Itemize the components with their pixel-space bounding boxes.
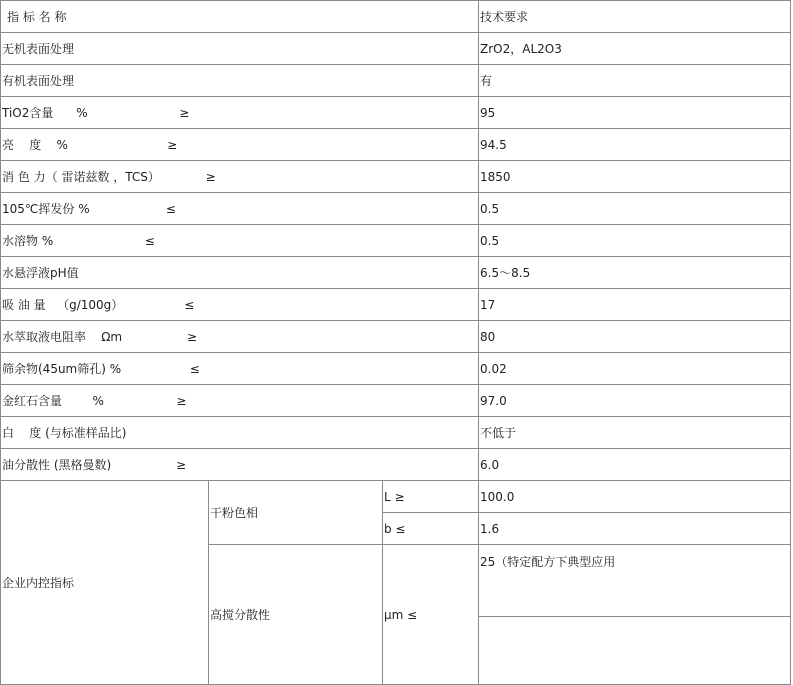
dry-color-l-unit: L ≥ [383,481,479,513]
table-row [1,129,791,161]
indicator-value: 94.5 [479,129,791,161]
indicator-value: 97.0 [479,385,791,417]
indicator-name: 水萃取液电阻率 Ωm ≥ [1,321,479,353]
indicator-value: 0.5 [479,225,791,257]
indicator-value: 80 [479,321,791,353]
indicator-name: TiO2含量 % ≥ [1,97,479,129]
indicator-name: 105℃挥发份 % ≤ [1,193,479,225]
indicator-name: 无机表面处理 [1,33,479,65]
table-row [1,417,791,449]
indicator-value: 0.5 [479,193,791,225]
table-row [1,353,791,385]
header-requirement-cell: 技术要求 [479,1,791,33]
indicator-name: 水溶物 % ≤ [1,225,479,257]
table-row [1,161,791,193]
internal-control-label: 企业内控指标 [1,481,209,685]
table-row [1,225,791,257]
table-row [1,193,791,225]
indicator-name: 亮 度 % ≥ [1,129,479,161]
indicator-value: 不低于 [479,417,791,449]
dispersion-value: 25（特定配方下典型应用 [479,545,791,617]
dry-color-b-value: 1.6 [479,513,791,545]
dispersion-label: 高搅分散性 [209,545,383,685]
indicator-name: 有机表面处理 [1,65,479,97]
table-row [1,321,791,353]
internal-row-l [1,481,791,513]
indicator-value: 1850 [479,161,791,193]
indicator-value: 6.5～8.5 [479,257,791,289]
indicator-value: 95 [479,97,791,129]
indicator-name: 筛余物(45um筛孔) % ≤ [1,353,479,385]
dispersion-unit: μm ≤ [383,545,479,685]
indicator-value: 有 [479,65,791,97]
header-row [1,1,791,33]
indicator-value: 6.0 [479,449,791,481]
table-row [1,65,791,97]
table-row [1,289,791,321]
indicator-name: 白 度 (与标准样品比) [1,417,479,449]
header-name-cell: 指 标 名 称 [1,1,479,33]
indicator-name: 金红石含量 % ≥ [1,385,479,417]
indicator-value: 0.02 [479,353,791,385]
table-row [1,449,791,481]
indicator-name: 消 色 力（ 雷诺兹数 ，TCS） ≥ [1,161,479,193]
indicator-name: 水悬浮液pH值 [1,257,479,289]
indicator-value: ZrO2，AL2O3 [479,33,791,65]
dry-color-b-unit: b ≤ [383,513,479,545]
indicator-name: 吸 油 量 （g/100g） ≤ [1,289,479,321]
indicator-name: 油分散性 (黑格曼数) ≥ [1,449,479,481]
dry-color-label: 干粉色相 [209,481,383,545]
dry-color-l-value: 100.0 [479,481,791,513]
table-row [1,33,791,65]
table-row [1,257,791,289]
indicator-value: 17 [479,289,791,321]
table-row [1,97,791,129]
empty-value-cell [479,617,791,685]
table-row [1,385,791,417]
